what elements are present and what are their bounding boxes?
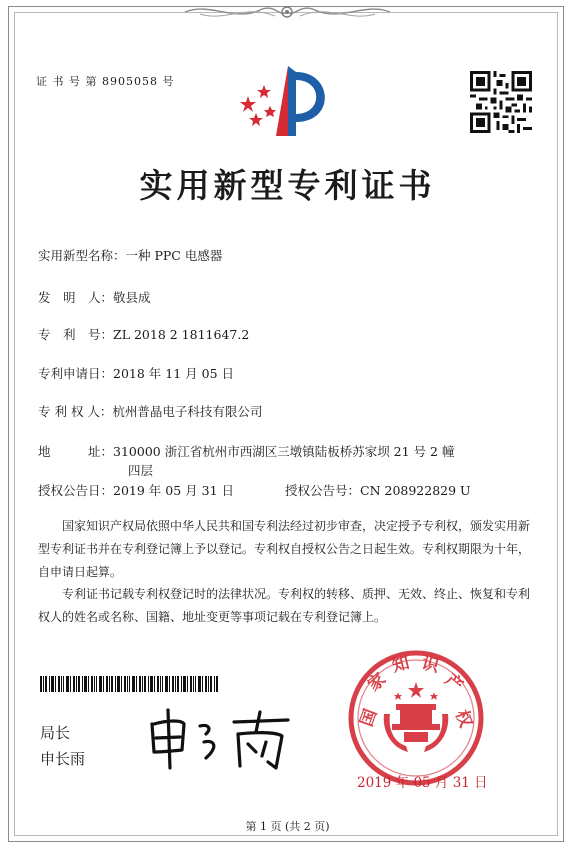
svg-text:国: 国 bbox=[356, 706, 382, 730]
grant-statement-paragraph: 国家知识产权局依照中华人民共和国专利法经过初步审查，决定授予专利权，颁发实用新型专利证书并在专利登记簿上予以登记。专利权自授权公告之日起生效。专利权期限为十年，自申请日起算。 bbox=[38, 519, 531, 579]
svg-text:家: 家 bbox=[364, 669, 390, 696]
inventor-row bbox=[38, 288, 151, 306]
address-line-1: 310000 浙江省杭州市西湖区三墩镇陆板桥苏家坝 21 号 2 幢 bbox=[113, 444, 455, 459]
certificate-number: 证 书 号 第 8905058 号 bbox=[36, 75, 175, 88]
grant-number-value: CN 208922829 U bbox=[360, 483, 471, 498]
application-date-label: 专利申请日： bbox=[38, 366, 114, 381]
official-seal-icon bbox=[346, 648, 486, 788]
inventor-value: 敬县成 bbox=[113, 290, 151, 305]
grant-date-value: 2019 年 05 月 31 日 bbox=[113, 483, 235, 498]
seal-date: 2019 年 05 月 31 日 bbox=[357, 775, 488, 791]
application-date-value: 2018 年 11 月 05 日 bbox=[113, 366, 235, 381]
svg-text:知: 知 bbox=[390, 653, 412, 677]
top-ornament bbox=[180, 0, 395, 24]
patentee-row bbox=[38, 402, 262, 420]
patentee-label: 专 利 权 人： bbox=[38, 404, 113, 419]
grant-number-row bbox=[285, 481, 471, 499]
grant-date-row bbox=[38, 481, 234, 499]
patent-number-label: 专 利 号： bbox=[38, 327, 114, 342]
legal-status-paragraph: 专利证书记载专利权登记时的法律状况。专利权的转移、质押、无效、终止、恢复和专利权人的姓名或名称、国籍、地址变更等事项记载在专利登记簿上。 bbox=[38, 587, 531, 624]
page-footer: 第 1 页 (共 2 页) bbox=[245, 820, 330, 833]
address-label: 地 址： bbox=[38, 444, 114, 459]
patent-office-emblem-icon bbox=[238, 62, 338, 142]
utility-model-name-label: 实用新型名称： bbox=[38, 248, 126, 263]
inventor-label: 发 明 人： bbox=[38, 290, 114, 305]
patentee-value: 杭州普晶电子科技有限公司 bbox=[112, 404, 263, 419]
qr-code-icon bbox=[470, 71, 532, 133]
patent-number-row bbox=[38, 325, 249, 343]
utility-model-name-row bbox=[38, 246, 222, 264]
handwritten-signature bbox=[148, 702, 293, 774]
certificate-title: 实用新型专利证书 bbox=[139, 166, 436, 205]
svg-text:权: 权 bbox=[450, 707, 476, 731]
utility-model-name-value: 一种 PPC 电感器 bbox=[125, 248, 223, 263]
svg-text:产: 产 bbox=[440, 669, 467, 697]
address-row bbox=[38, 442, 454, 460]
application-date-row bbox=[38, 364, 234, 382]
svg-text:识: 识 bbox=[419, 653, 441, 677]
director-name: 申长雨 bbox=[40, 750, 86, 768]
address-line-2: 四层 bbox=[128, 463, 154, 478]
director-title: 局长 bbox=[40, 724, 71, 742]
patent-number-value: ZL 2018 2 1811647.2 bbox=[113, 327, 250, 342]
barcode-icon bbox=[40, 676, 218, 692]
grant-date-label: 授权公告日： bbox=[38, 483, 114, 498]
grant-number-label: 授权公告号： bbox=[285, 483, 361, 498]
